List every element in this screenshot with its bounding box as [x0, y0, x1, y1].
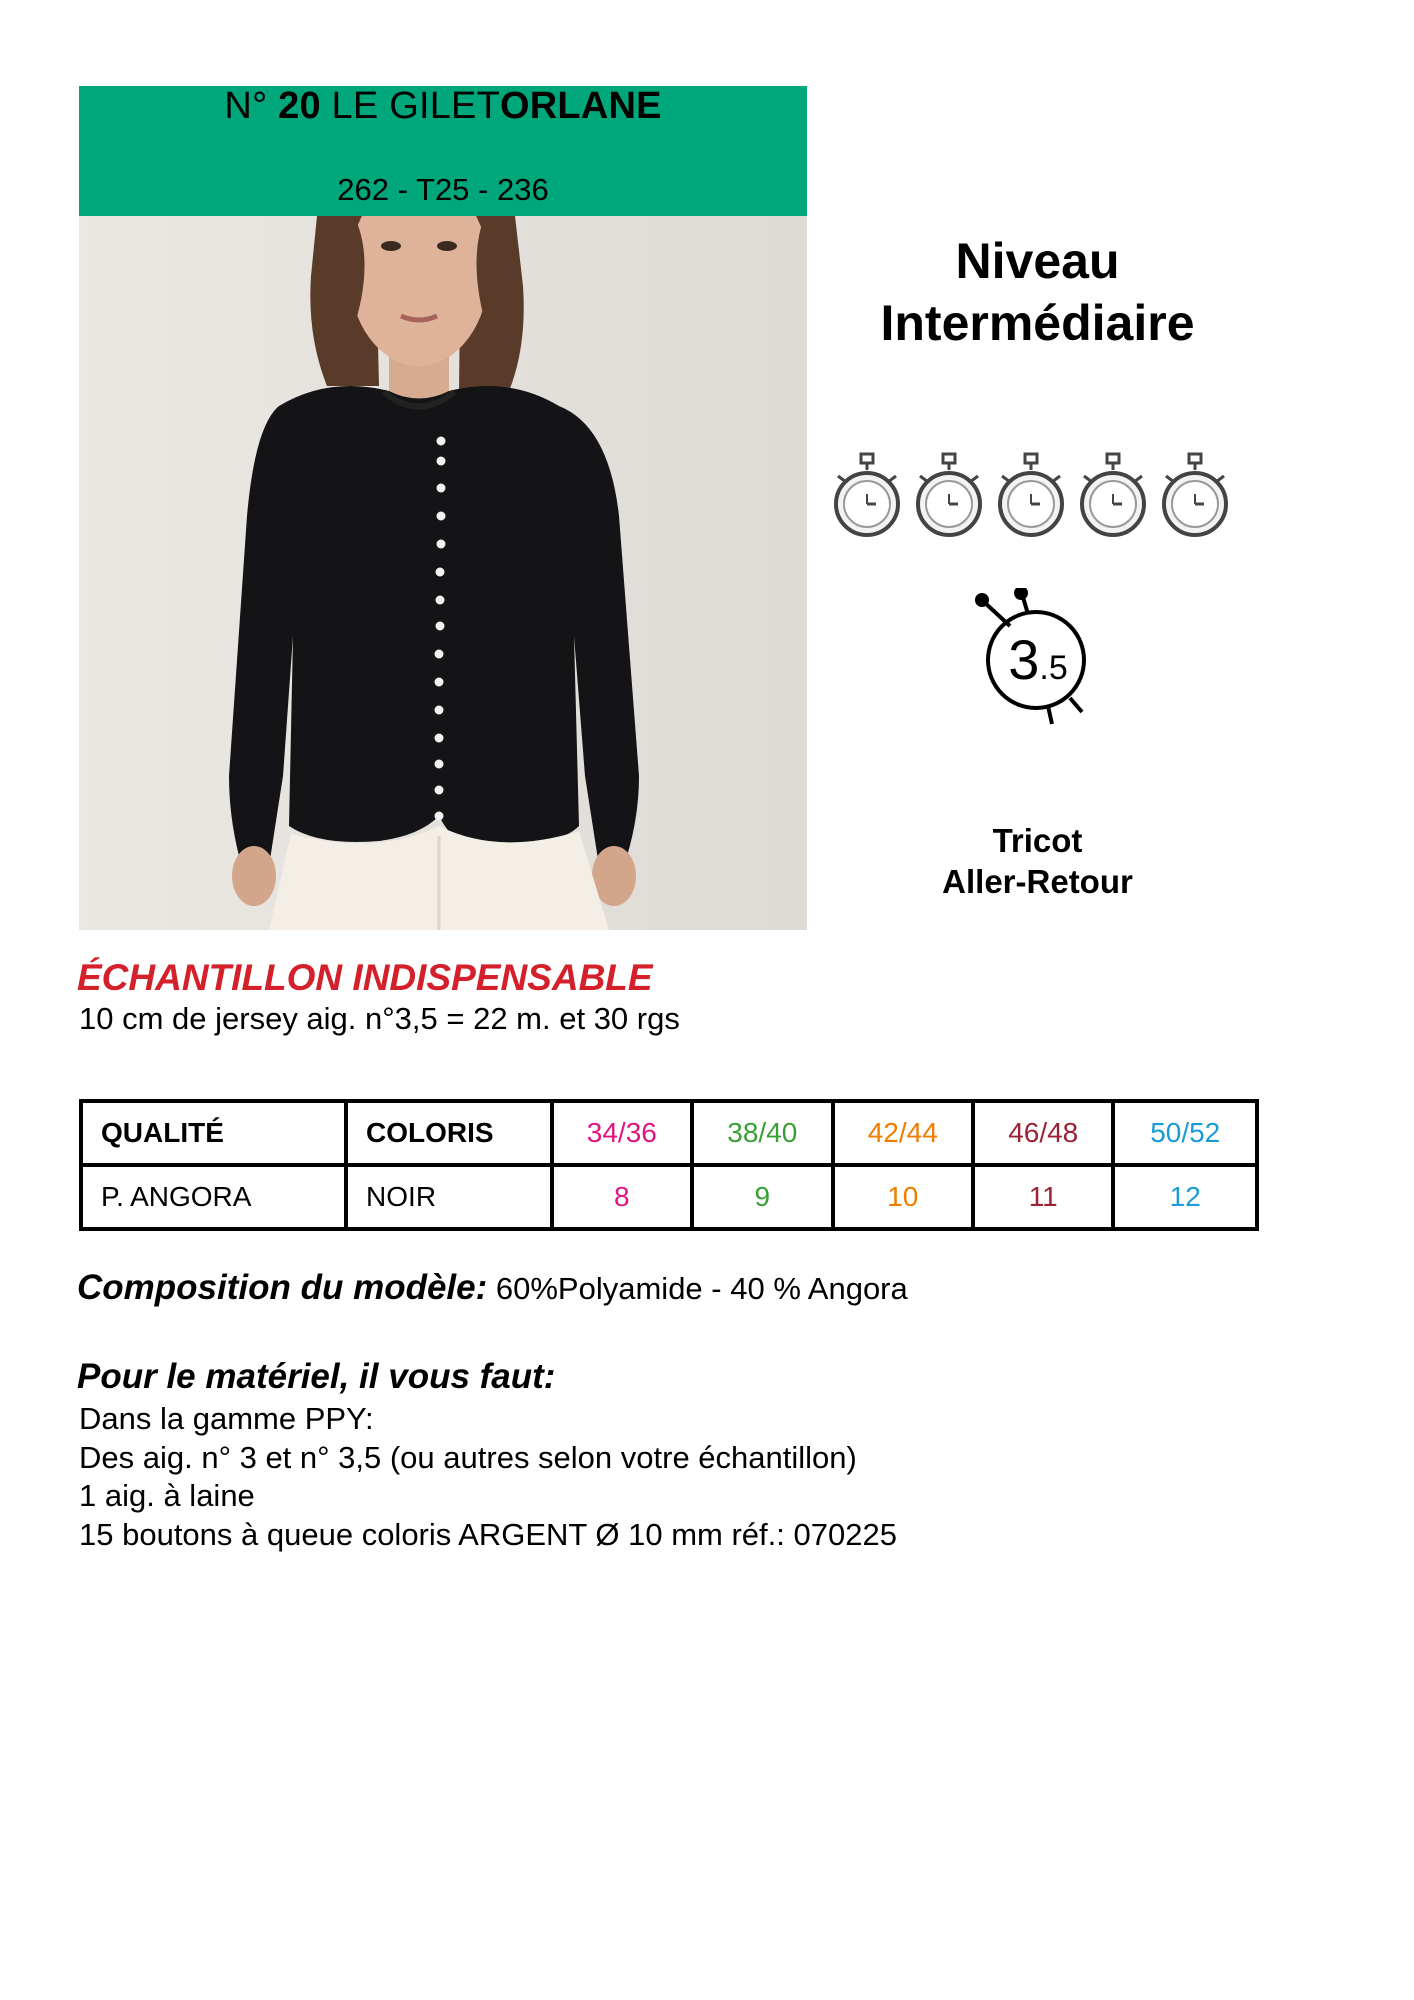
cell-color: NOIR — [346, 1165, 552, 1229]
cell-balls-38-40: 9 — [692, 1165, 832, 1229]
stopwatch-icon — [832, 452, 902, 538]
pattern-title: N° 20 LE GILETORLANE — [224, 85, 662, 127]
level-label: Niveau — [955, 233, 1120, 289]
table-header-row — [81, 1101, 1257, 1165]
cell-balls-50-52: 12 — [1113, 1165, 1257, 1229]
header-size-46-48: 46/48 — [973, 1101, 1113, 1165]
header-size-38-40: 38/40 — [692, 1101, 832, 1165]
stopwatch-icon — [996, 452, 1066, 538]
technique-line-1: Tricot — [992, 822, 1083, 859]
stopwatch-icon — [1078, 452, 1148, 538]
pattern-reference: 262 - T25 - 236 — [337, 172, 549, 207]
time-rating — [832, 452, 1232, 542]
material-list — [79, 1400, 897, 1554]
cell-quality: P. ANGORA — [81, 1165, 346, 1229]
cell-balls-46-48: 11 — [973, 1165, 1113, 1229]
pattern-header — [79, 86, 807, 216]
needle-size-value: 3.5 — [1008, 628, 1068, 691]
cardigan-model-illustration — [79, 216, 807, 930]
model-photo — [79, 216, 807, 930]
header-size-34-36: 34/36 — [552, 1101, 692, 1165]
material-title: Pour le matériel, il vous faut: — [77, 1357, 556, 1396]
list-item: 1 aig. à laine — [79, 1478, 255, 1513]
list-item: Dans la gamme PPY: — [79, 1401, 374, 1436]
needle-size-badge — [970, 588, 1100, 728]
header-colors: COLORIS — [346, 1101, 552, 1165]
list-item: 15 boutons à queue coloris ARGENT Ø 10 mm réf.: 070225 — [79, 1516, 897, 1552]
table-row — [81, 1165, 1257, 1229]
sizes-table — [79, 1099, 1259, 1231]
composition-label: Composition du modèle: — [77, 1268, 488, 1307]
header-size-50-52: 50/52 — [1113, 1101, 1257, 1165]
header-quality: QUALITÉ — [81, 1101, 346, 1165]
technique-line-2: Aller-Retour — [942, 863, 1133, 900]
sample-text: 10 cm de jersey aig. n°3,5 = 22 m. et 30 rgs — [79, 1001, 680, 1036]
header-size-42-44: 42/44 — [833, 1101, 973, 1165]
knitting-technique — [880, 820, 1195, 902]
composition — [77, 1268, 908, 1309]
sample-title: ÉCHANTILLON INDISPENSABLE — [77, 957, 653, 998]
list-item: Des aig. n° 3 et n° 3,5 (ou autres selon votre échantillon) — [79, 1439, 857, 1475]
difficulty-level — [840, 230, 1235, 354]
cell-balls-42-44: 10 — [833, 1165, 973, 1229]
cell-balls-34-36: 8 — [552, 1165, 692, 1229]
stopwatch-icon — [1160, 452, 1230, 538]
level-value: Intermédiaire — [880, 295, 1195, 351]
composition-value: 60%Polyamide - 40 % Angora — [495, 1271, 908, 1306]
stopwatch-icon — [914, 452, 984, 538]
